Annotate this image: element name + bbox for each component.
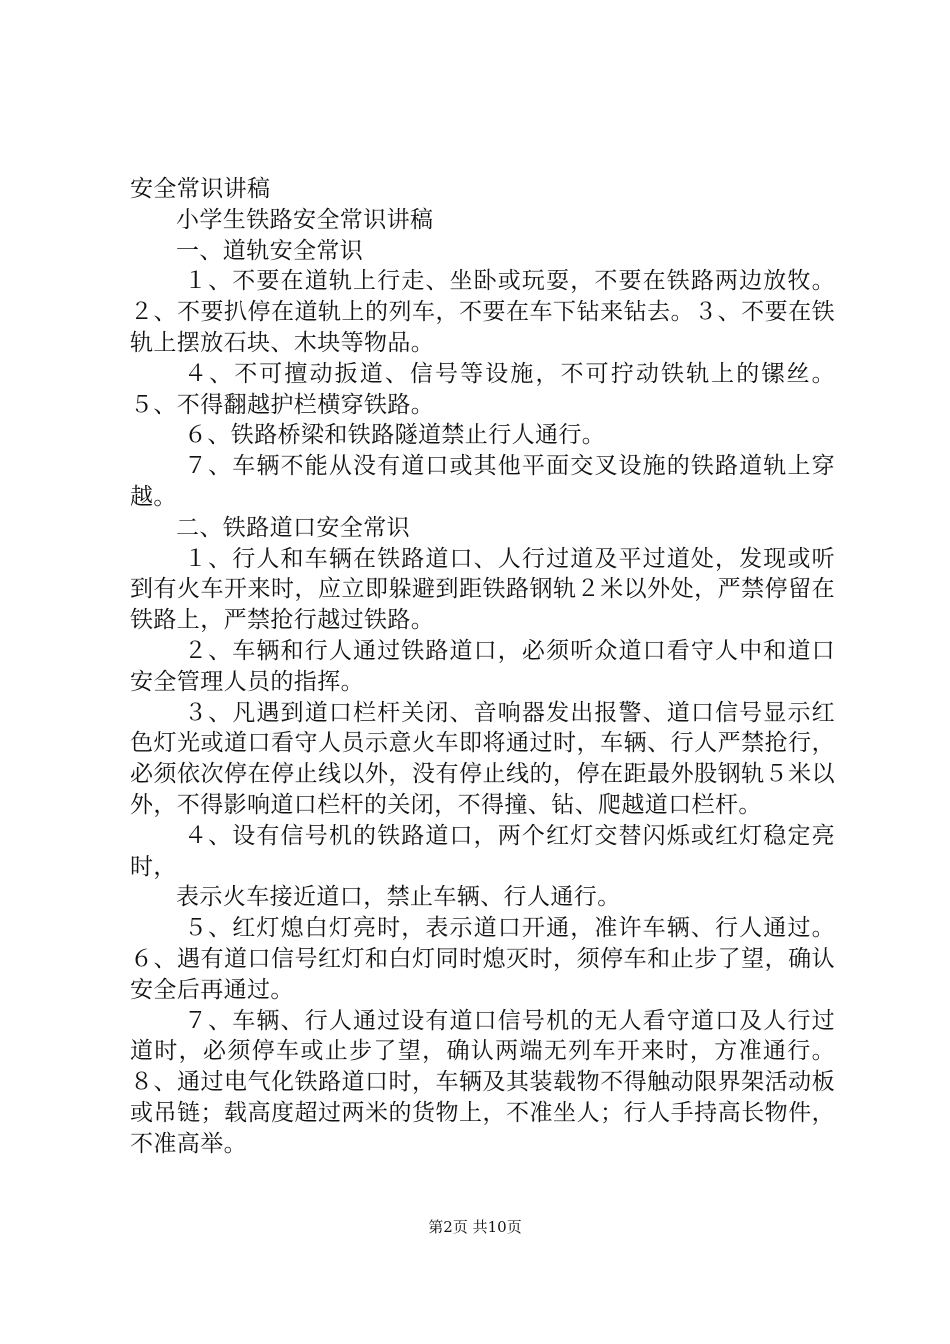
paragraph: ６、铁路桥梁和铁路隧道禁止行人通行。 bbox=[184, 422, 606, 449]
paragraph: ２、车辆和行人通过铁路道口，必须听众道口看守人中和道口安全管理人员的指挥。 bbox=[130, 637, 835, 695]
paragraph-continuation: 表示火车接近道口，禁止车辆、行人通行。 bbox=[176, 884, 621, 911]
paragraph: １、行人和车辆在铁路道口、人行过道及平过道处，发现或听到有火车开来时，应立即躲避到距铁路钢轨２米以外处，严禁停留在铁路上，严禁抢行越过铁路。 bbox=[130, 545, 835, 634]
document-body bbox=[130, 174, 835, 1160]
paragraph: ７、车辆、行人通过设有道口信号机的无人看守道口及人行过道时，必须停车或止步了望，确认两端无列车开来时，方准通行。８、通过电气化铁路道口时，车辆及其装载物不得触动限界架活动板或吊链；载高度超过两米的货物上，不准坐人；行人手持高长物件，不准高举。 bbox=[130, 1007, 835, 1157]
paragraph: ５、红灯熄白灯亮时，表示道口开通，准许车辆、行人通过。６、遇有道口信号红灯和白灯同时熄灭时，须停车和止步了望，确认安全后再通过。 bbox=[130, 915, 835, 1003]
section-heading-crossing: 二、铁路道口安全常识 bbox=[176, 514, 410, 541]
subtitle: 小学生铁路安全常识讲稿 bbox=[176, 206, 434, 233]
paragraph: ７、车辆不能从没有道口或其他平面交叉设施的铁路道轨上穿越。 bbox=[130, 453, 835, 510]
page-number: 第2页 共10页 bbox=[428, 1218, 522, 1236]
document-title: 安全常识讲稿 bbox=[130, 176, 271, 202]
section-heading-track: 一、道轨安全常识 bbox=[176, 237, 364, 264]
paragraph: ４、设有信号机的铁路道口，两个红灯交替闪烁或红灯稳定亮时， bbox=[130, 822, 835, 880]
paragraph: ４、不可擅动扳道、信号等设施，不可拧动铁轨上的镙丝。５、不得翻越护栏横穿铁路。 bbox=[130, 360, 835, 418]
paragraph: １、不要在道轨上行走、坐卧或玩耍，不要在铁路两边放牧。２、不要扒停在道轨上的列车，不要在车下钻来钻去。３、不要在铁轨上摆放石块、木块等物品。 bbox=[130, 268, 835, 356]
paragraph: ３、凡遇到道口栏杆关闭、音响器发出报警、道口信号显示红色灯光或道口看守人员示意火车即将通过时，车辆、行人严禁抢行，必须依次停在停止线以外，没有停止线的，停在距最外股钢轨５米以外，不得影响道口栏杆的关闭，不得撞、钻、爬越道口栏杆。 bbox=[130, 699, 835, 818]
